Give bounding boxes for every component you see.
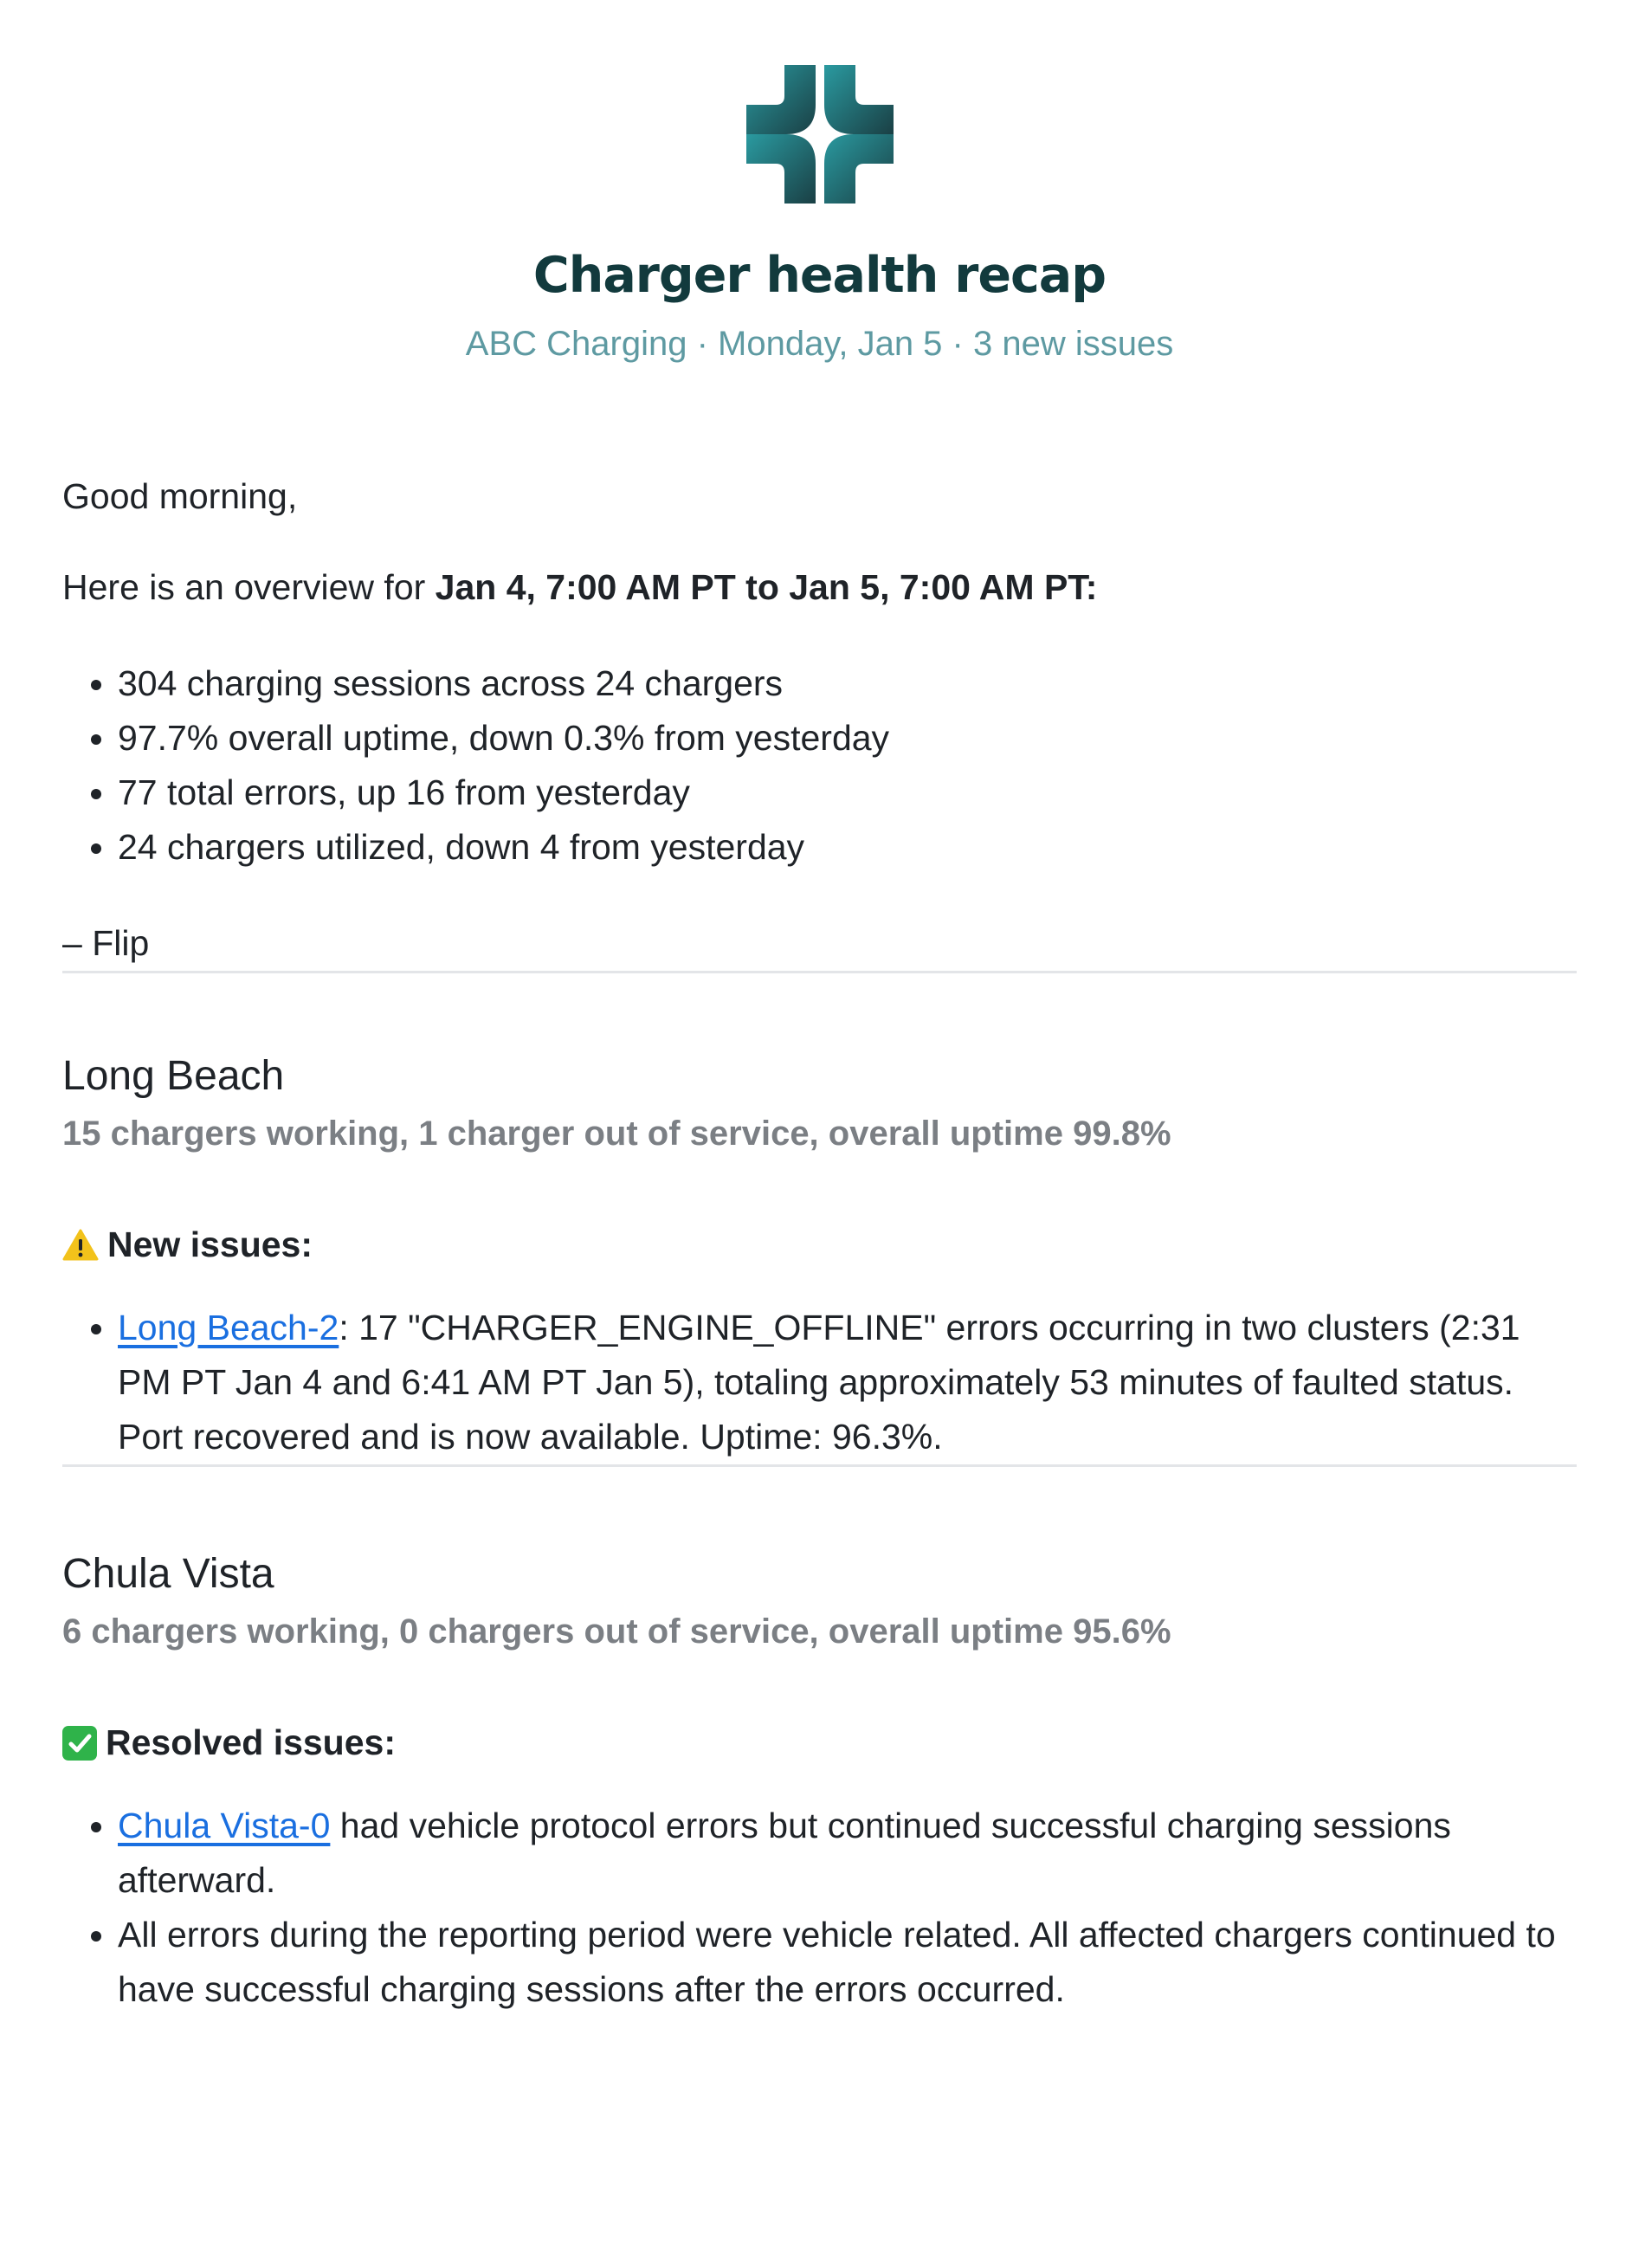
location-section [62,1053,1577,1464]
check-mark-icon [62,1726,97,1761]
email-body [0,469,1639,2017]
overview-text [62,560,1577,615]
issues-heading [62,1224,1577,1264]
email-header [0,0,1639,361]
warning-icon [62,1229,99,1262]
greeting-text: Good morning, [62,476,298,516]
location-summary: 15 chargers working, 1 charger out of service, overall uptime 99.8% [62,1115,1171,1153]
location-section [62,1551,1577,2017]
issue-item [118,1908,1577,2017]
four-square-cross-logo [746,65,894,204]
overview-prefix: Here is an overview for [62,567,436,607]
stats-list [62,656,1577,875]
issue-text: All errors during the reporting period were vehicle related. All affected chargers continued to have successful charging sessions after the errors occurred. [118,1915,1556,2009]
email-title: Charger health recap [532,247,1107,304]
section-divider [62,1464,1577,1467]
email-subtitle: ABC Charging · Monday, Jan 5 · 3 new issues [465,325,1174,363]
charger-link[interactable]: Chula Vista-0 [118,1806,331,1845]
section-divider [62,971,1577,973]
stats-item: • 77 total errors, up 16 from yesterday [118,766,1577,820]
stats-item: • 24 chargers utilized, down 4 from yesterday [118,820,1577,875]
stats-item: • 97.7% overall uptime, down 0.3% from yesterday [118,711,1577,766]
issue-item [118,1301,1577,1464]
issue-text: had vehicle protocol errors but continued successful charging sessions afterward. [118,1806,1451,1900]
issues-list [62,1799,1577,2017]
signoff-text: – Flip [62,923,150,963]
issues-list [62,1301,1577,1464]
issues-heading-label: Resolved issues: [106,1722,396,1762]
location-name: Long Beach [62,1053,285,1099]
location-name: Chula Vista [62,1551,274,1597]
charger-link[interactable]: Long Beach-2 [118,1308,339,1347]
issues-heading-label: New issues: [107,1224,313,1264]
overview-range: Jan 4, 7:00 AM PT to Jan 5, 7:00 AM PT: [435,567,1098,607]
stats-item: • 304 charging sessions across 24 chargers [118,656,1577,711]
issue-text: : 17 "CHARGER_ENGINE_OFFLINE" errors occurring in two clusters (2:31 PM PT Jan 4 and 6:41 AM PT Jan 5), totaling approximately 53 minutes of faulted status. Port recovered and is now available. Uptime: 96.3%. [118,1308,1520,1457]
location-summary: 6 chargers working, 0 chargers out of service, overall uptime 95.6% [62,1612,1171,1651]
issues-heading [62,1722,1577,1762]
issue-item [118,1799,1577,1908]
